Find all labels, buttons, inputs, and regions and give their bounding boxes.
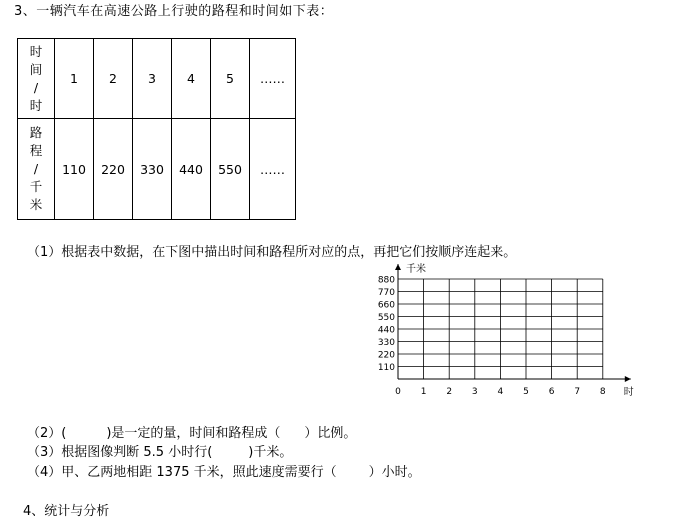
graph-labels bbox=[378, 262, 634, 398]
question-4-title: 4、统计与分析 bbox=[23, 504, 110, 519]
part-3-text-a: （3）根据图像判断 5.5 小时行( bbox=[27, 445, 213, 460]
x-tick-label: 1 bbox=[420, 387, 427, 397]
x-tick-label: 8 bbox=[599, 387, 606, 397]
time-distance-table bbox=[17, 38, 296, 220]
part-2-question bbox=[27, 422, 356, 441]
x-tick-label: 5 bbox=[523, 387, 529, 397]
part-2-text-b: )是一定的量，时间和路程成（ bbox=[106, 426, 281, 441]
y-axis-arrow bbox=[395, 264, 401, 270]
graph-grid bbox=[398, 279, 603, 379]
distance-cell: 220 bbox=[94, 119, 133, 220]
time-distance-graph bbox=[360, 260, 650, 405]
part-3-question bbox=[27, 441, 292, 460]
y-tick-label: 550 bbox=[377, 313, 395, 323]
time-cell: 3 bbox=[133, 39, 172, 119]
graph-axes bbox=[395, 264, 631, 382]
y-tick-label: 770 bbox=[377, 288, 395, 298]
distance-header-char: 程 bbox=[29, 143, 43, 158]
distance-header-cell bbox=[18, 119, 55, 220]
x-axis-arrow bbox=[625, 376, 631, 382]
distance-cell: 550 bbox=[211, 119, 250, 220]
part-4-text-b: ）小时。 bbox=[368, 465, 421, 480]
distance-header-char: 千 bbox=[29, 179, 43, 194]
x-tick-label: 4 bbox=[497, 387, 504, 397]
time-cell: 1 bbox=[55, 39, 94, 119]
x-tick-label: 6 bbox=[548, 387, 555, 397]
distance-header-char: 米 bbox=[29, 197, 43, 212]
y-tick-label: 440 bbox=[377, 325, 395, 336]
question-3-title: 3、一辆汽车在高速公路上行驶的路程和时间如下表： bbox=[14, 4, 334, 19]
table-row-time bbox=[18, 39, 296, 119]
part-2-text-c: ）比例。 bbox=[304, 426, 357, 441]
part-4-text-a: （4）甲、乙两地相距 1375 千米，照此速度需要行（ bbox=[27, 465, 337, 480]
distance-cell: 330 bbox=[133, 119, 172, 220]
time-cell: 4 bbox=[172, 39, 211, 119]
time-header-char: / bbox=[33, 79, 39, 95]
x-tick-label: 7 bbox=[574, 387, 581, 397]
time-cell-ellipsis: …… bbox=[250, 39, 296, 119]
x-axis-label: 时 bbox=[623, 387, 634, 398]
distance-cell: 440 bbox=[172, 119, 211, 220]
y-tick-label: 110 bbox=[377, 363, 395, 373]
x-tick-label: 2 bbox=[446, 387, 453, 397]
time-header-char: 时 bbox=[29, 97, 43, 113]
part-3-text-b: )千米。 bbox=[248, 445, 293, 460]
distance-header-char: / bbox=[33, 161, 39, 176]
part-1-instruction: （1）根据表中数据，在下图中描出时间和路程所对应的点，再把它们按顺序连起来。 bbox=[27, 245, 517, 260]
time-header-cell bbox=[18, 39, 55, 119]
time-cell: 5 bbox=[211, 39, 250, 119]
y-tick-label: 880 bbox=[377, 275, 395, 286]
time-header-char: 时 bbox=[29, 43, 43, 59]
y-axis-label: 千米 bbox=[406, 264, 426, 275]
distance-cell: 110 bbox=[55, 119, 94, 220]
part-2-text-a: （2）( bbox=[27, 426, 67, 441]
time-header-char: 间 bbox=[29, 61, 43, 77]
x-tick-label: 3 bbox=[471, 387, 478, 397]
table-row-distance bbox=[18, 119, 296, 220]
y-tick-label: 330 bbox=[377, 338, 395, 348]
y-tick-label: 660 bbox=[377, 300, 395, 311]
distance-cell-ellipsis: …… bbox=[250, 119, 296, 220]
x-tick-label: 0 bbox=[395, 387, 401, 397]
part-4-question bbox=[27, 461, 421, 480]
distance-header-char: 路 bbox=[29, 125, 43, 140]
time-cell: 2 bbox=[94, 39, 133, 119]
y-tick-label: 220 bbox=[377, 350, 395, 361]
